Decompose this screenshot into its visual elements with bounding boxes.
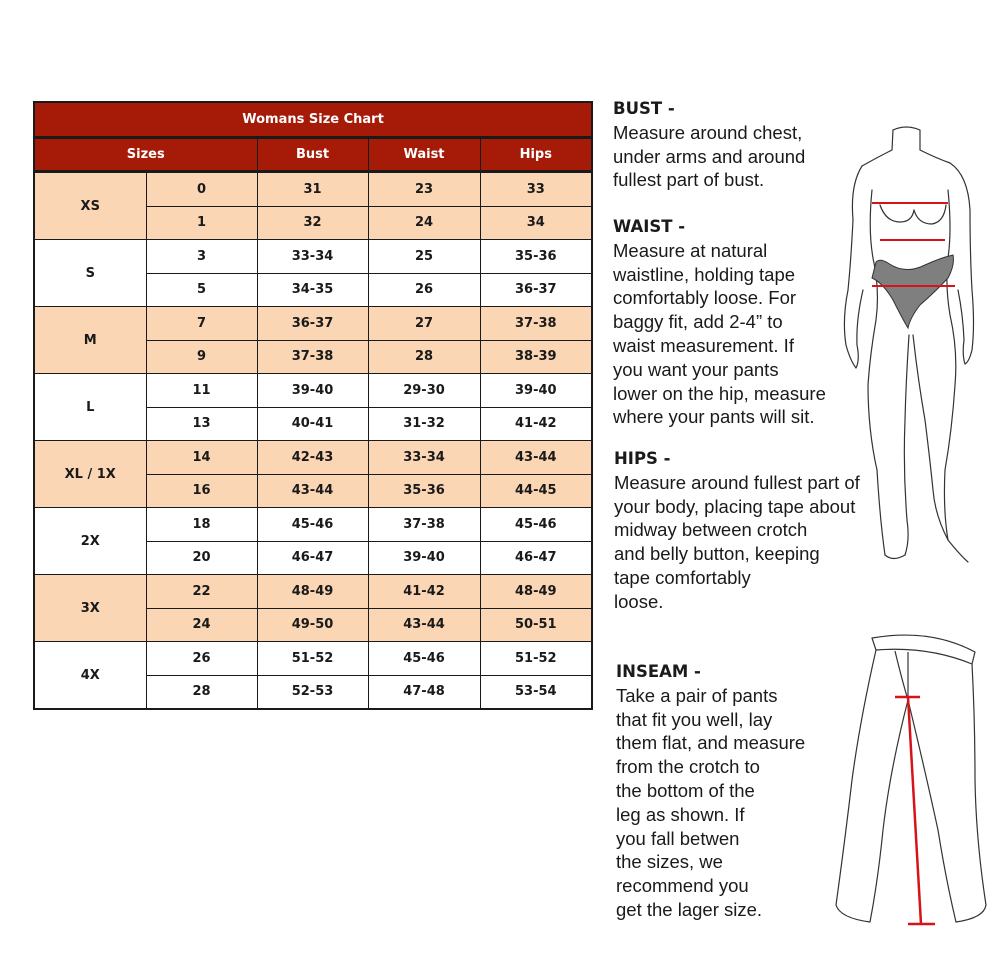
size-cell: 7 [146,307,257,341]
waist-heading: WAIST - [613,217,686,236]
size-cell: 16 [146,474,257,508]
inseam-text-line: you fall betwen [616,827,740,849]
hips-cell: 44-45 [480,474,592,508]
waist-cell: 31-32 [368,407,480,441]
waist-cell: 37-38 [368,508,480,542]
inseam-text-line: them flat, and measure [616,732,806,754]
bust-cell: 39-40 [257,374,368,408]
bust-cell: 46-47 [257,541,368,575]
underwear-shape [872,255,953,328]
size-cell: 24 [146,608,257,642]
waist-text-line: waist measurement. If [613,334,794,356]
size-row [34,575,592,609]
hips-cell: 51-52 [480,642,592,676]
hips-text-line: loose. [614,590,664,612]
size-cell: 14 [146,441,257,475]
waist-cell: 43-44 [368,608,480,642]
hips-text-line: your body, placing tape about [614,495,856,517]
bust-text-line: fullest part of bust. [613,169,765,191]
bust-column-header: Bust [257,138,368,172]
waist-text-line: you want your pants [613,358,779,380]
bust-cell: 32 [257,206,368,240]
hips-cell: 38-39 [480,340,592,374]
waist-cell: 27 [368,307,480,341]
hips-cell: 46-47 [480,541,592,575]
size-row [34,307,592,341]
waist-cell: 23 [368,172,480,207]
hips-cell: 35-36 [480,240,592,274]
size-group-label: XS [34,172,146,240]
inseam-text-line: recommend you [616,875,749,897]
hips-heading: HIPS - [614,449,671,468]
pants-illustration [832,628,998,933]
size-row [34,642,592,676]
size-cell: 0 [146,172,257,207]
waist-instructions [613,215,826,429]
waist-cell: 26 [368,273,480,307]
size-chart-title: Womans Size Chart [34,102,592,138]
waist-text-line: lower on the hip, measure [613,382,826,404]
hips-cell: 37-38 [480,307,592,341]
size-group-label: XL / 1X [34,441,146,508]
size-group-label: 3X [34,575,146,642]
inseam-instructions [616,660,805,922]
waist-cell: 41-42 [368,575,480,609]
hips-cell: 41-42 [480,407,592,441]
waist-text-line: baggy fit, add 2-4” to [613,311,783,333]
hips-cell: 36-37 [480,273,592,307]
waist-cell: 24 [368,206,480,240]
hips-cell: 50-51 [480,608,592,642]
bust-cell: 37-38 [257,340,368,374]
waist-cell: 33-34 [368,441,480,475]
hips-text-line: Measure around fullest part of [614,471,860,493]
size-cell: 20 [146,541,257,575]
inseam-text-line: the bottom of the [616,779,755,801]
size-cell: 5 [146,273,257,307]
waist-cell: 35-36 [368,474,480,508]
size-group-label: M [34,307,146,374]
size-group-label: 2X [34,508,146,575]
size-cell: 22 [146,575,257,609]
hips-text-line: midway between crotch [614,519,808,541]
size-chart-body [34,172,592,710]
bust-text-line: under arms and around [613,145,806,167]
hips-cell: 53-54 [480,675,592,709]
bust-cell: 52-53 [257,675,368,709]
size-group-label: S [34,240,146,307]
hips-cell: 45-46 [480,508,592,542]
bust-cell: 36-37 [257,307,368,341]
bust-cell: 31 [257,172,368,207]
bust-cell: 51-52 [257,642,368,676]
waist-cell: 28 [368,340,480,374]
bust-cell: 49-50 [257,608,368,642]
size-row [34,508,592,542]
size-cell: 1 [146,206,257,240]
inseam-text-line: get the lager size. [616,898,763,920]
waist-text-line: where your pants will sit. [613,406,815,428]
size-chart-table [33,101,593,710]
size-row [34,172,592,207]
size-row [34,441,592,475]
size-cell: 18 [146,508,257,542]
bust-heading: BUST - [613,99,675,118]
size-row [34,240,592,274]
hips-cell: 39-40 [480,374,592,408]
size-cell: 13 [146,407,257,441]
waist-cell: 39-40 [368,541,480,575]
waist-cell: 29-30 [368,374,480,408]
hips-cell: 34 [480,206,592,240]
inseam-text-line: the sizes, we [616,851,723,873]
bust-text-line: Measure around chest, [613,121,803,143]
body-figure-illustration [838,122,978,572]
size-cell: 26 [146,642,257,676]
bust-cell: 43-44 [257,474,368,508]
waist-text-line: Measure at natural [613,239,768,261]
sizes-column-header: Sizes [34,138,257,172]
bust-cell: 33-34 [257,240,368,274]
inseam-text-line: leg as shown. If [616,803,745,825]
size-cell: 28 [146,675,257,709]
size-group-label: L [34,374,146,441]
hips-cell: 48-49 [480,575,592,609]
waist-text-line: waistline, holding tape [613,263,796,285]
hips-instructions [614,447,860,614]
hips-text-line: tape comfortably [614,566,751,588]
inseam-text-line: Take a pair of pants [616,684,778,706]
bust-cell: 45-46 [257,508,368,542]
size-row [34,374,592,408]
size-cell: 3 [146,240,257,274]
inseam-heading: INSEAM - [616,662,701,681]
bust-cell: 42-43 [257,441,368,475]
waist-text-line: comfortably loose. For [613,287,797,309]
size-cell: 11 [146,374,257,408]
size-cell: 9 [146,340,257,374]
inseam-text-line: that fit you well, lay [616,708,773,730]
bust-cell: 48-49 [257,575,368,609]
waist-cell: 25 [368,240,480,274]
bust-cell: 40-41 [257,407,368,441]
waist-cell: 47-48 [368,675,480,709]
hips-cell: 43-44 [480,441,592,475]
bust-instructions [613,97,805,192]
bust-cell: 34-35 [257,273,368,307]
waist-cell: 45-46 [368,642,480,676]
hips-text-line: and belly button, keeping [614,543,820,565]
hips-column-header: Hips [480,138,592,172]
waist-column-header: Waist [368,138,480,172]
inseam-text-line: from the crotch to [616,756,760,778]
hips-cell: 33 [480,172,592,207]
size-group-label: 4X [34,642,146,710]
